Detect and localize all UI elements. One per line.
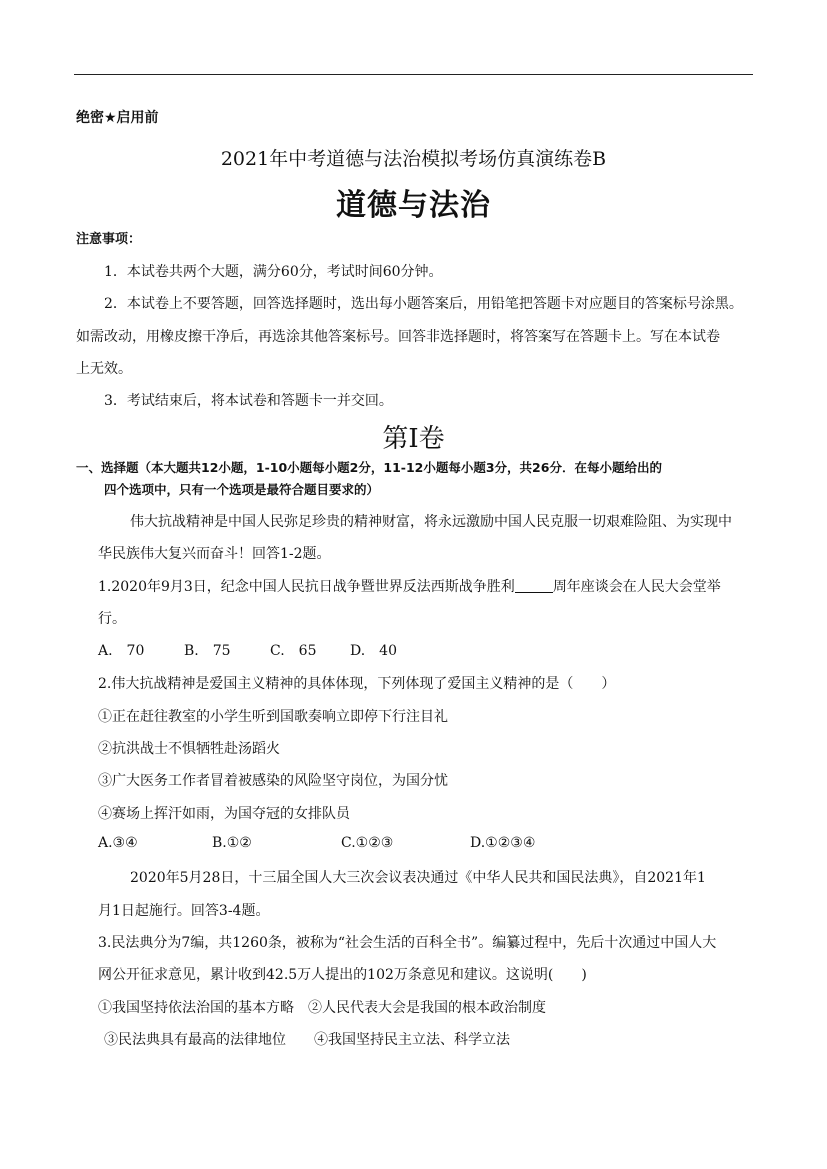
q1-option-c: C. 65 (270, 643, 317, 659)
q1-stem-after: 周年座谈会在人民大会堂举 (552, 579, 721, 595)
q1-stem-before: 1.2020年9月3日，纪念中国人民抗日战争暨世界反法西斯战争胜利 (98, 579, 515, 595)
q2-item-4: ④赛场上挥汗如雨，为国夺冠的女排队员 (98, 806, 350, 822)
q1-option-b: B. 75 (184, 643, 231, 659)
q3-items-line2: ③民法典具有最高的法律地位 ④我国坚持民主立法、科学立法 (104, 1032, 510, 1048)
q1-option-d: D. 40 (350, 643, 397, 659)
q2-item-2: ②抗洪战士不惧牺牲赴汤蹈火 (98, 741, 280, 757)
q2-option-b: B.①② (212, 835, 252, 851)
q3-items-line1: ①我国坚持依法治国的基本方略 ②人民代表大会是我国的根本政治制度 (98, 1000, 546, 1016)
section-title: 第Ⅰ卷 (382, 424, 445, 454)
q2-stem: 2.伟大抗战精神是爱国主义精神的具体体现，下列体现了爱国主义精神的是（ ） (98, 676, 616, 692)
section-heading-line2: 四个选项中，只有一个选项是最符合题目要求的） (104, 482, 380, 497)
q2-option-a: A.③④ (98, 835, 138, 851)
q2-item-1: ①正在赶往教室的小学生听到国歌奏响立即停下行注目礼 (98, 709, 448, 725)
notice-item-1: 1．本试卷共两个大题，满分60分，考试时间60分钟。 (104, 264, 443, 280)
secret-label: 绝密★启用前 (76, 110, 159, 126)
q3-stem-line2: 网公开征求意见，累计收到42.5万人提出的102万条意见和建议。这说明( ) (98, 967, 587, 983)
q1-stem (98, 576, 721, 596)
passage2-line1: 2020年5月28日，十三届全国人大三次会议表决通过《中华人民共和国民法典》，自2021年1 (130, 870, 706, 886)
passage1-line2: 华民族伟大复兴而奋斗！回答1-2题。 (98, 546, 331, 562)
header-rule (74, 74, 753, 75)
notice-item-2: 2．本试卷上不要答题，回答选择题时，选出每小题答案后，用铅笔把答题卡对应题目的答案标号涂黑。 (104, 296, 743, 312)
q1-answer-blank (515, 578, 553, 593)
notice-heading: 注意事项： (76, 232, 142, 247)
exam-title: 2021年中考道德与法治模拟考场仿真演练卷B (220, 148, 607, 170)
section-heading-line1: 一、选择题（本大题共12小题，1-10小题每小题2分，11-12小题每小题3分，共26分．在每小题给出的 (76, 460, 662, 475)
notice-item-2-cont: 如需改动，用橡皮擦干净后，再选涂其他答案标号。回答非选择题时，将答案写在答题卡上。写在本试卷 (76, 329, 720, 345)
q1-stem-line2: 行。 (98, 611, 126, 627)
notice-item-2-end: 上无效。 (76, 361, 132, 377)
passage1-line1: 伟大抗战精神是中国人民弥足珍贵的精神财富，将永远激励中国人民克服一切艰难险阻、为实现中 (130, 514, 732, 530)
passage2-line2: 月1日起施行。回答3-4题。 (98, 903, 270, 919)
q2-option-c: C.①②③ (341, 835, 394, 851)
q2-item-3: ③广大医务工作者冒着被感染的风险坚守岗位，为国分忧 (98, 773, 448, 789)
q2-option-d: D.①②③④ (470, 835, 536, 851)
q1-option-a: A. 70 (98, 643, 145, 659)
q3-stem-line1: 3.民法典分为7编，共1260条，被称为“社会生活的百科全书”。编纂过程中，先后十次通过中国人大 (98, 935, 717, 951)
notice-item-3: 3．考试结束后，将本试卷和答题卡一并交回。 (104, 393, 393, 409)
subject-title: 道德与法治 (336, 188, 491, 223)
